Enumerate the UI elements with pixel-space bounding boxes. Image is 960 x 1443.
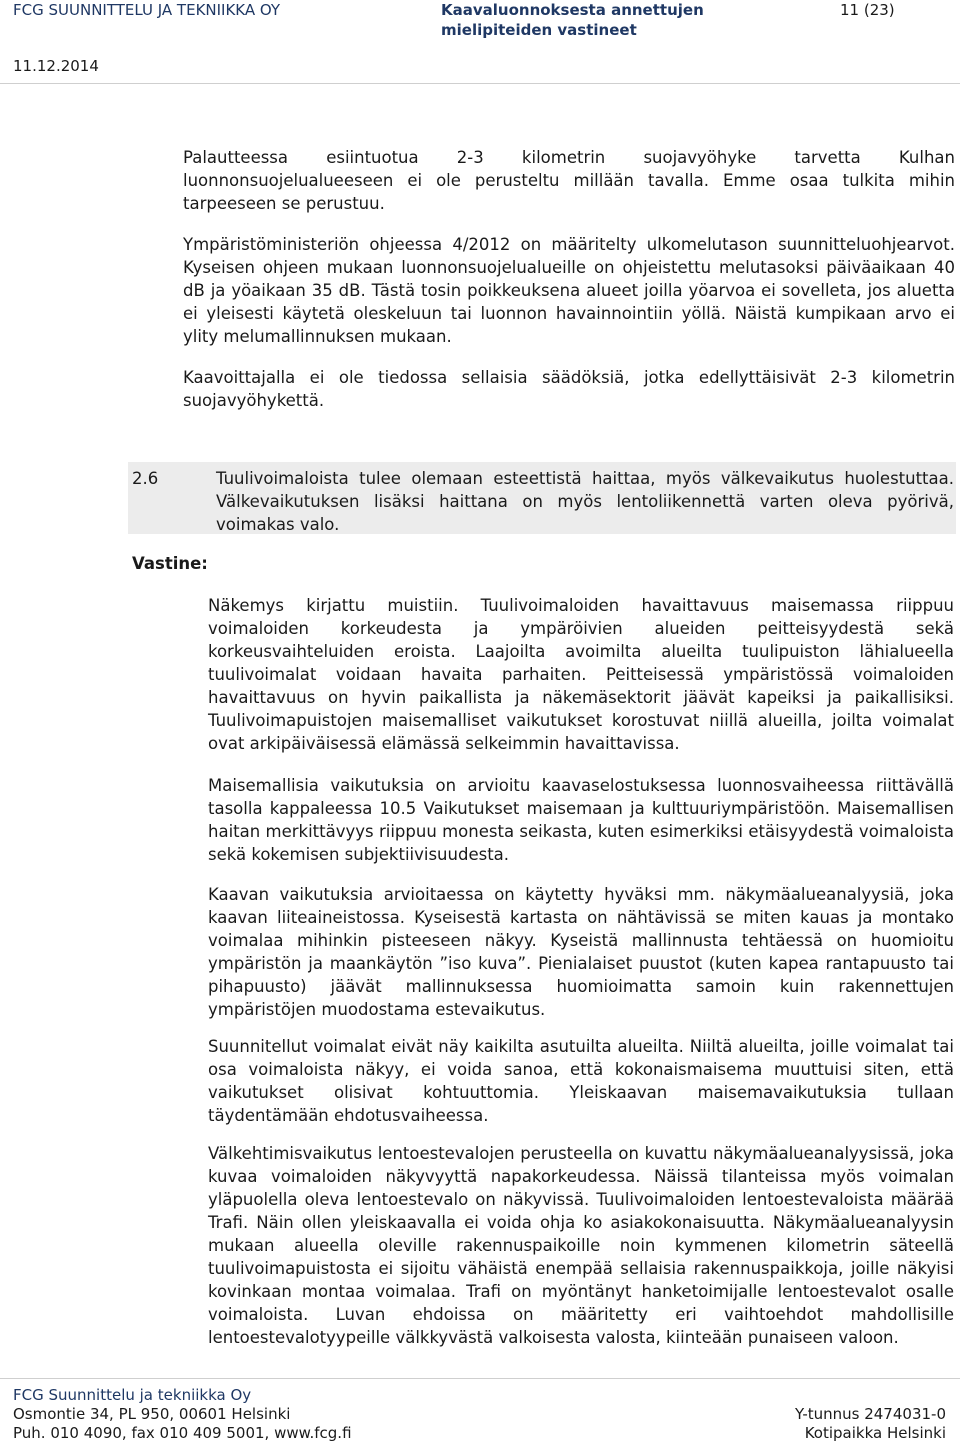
header-title-line1: Kaavaluonnoksesta annettujen	[441, 1, 704, 19]
vastine-paragraph-lentoestevalot: Välkehtimisvaikutus lentoestevalojen perusteella on kuvattu näkymäalueanalyysissä, joka kuvaa voimaloiden näkyvyyttä napakorkeudessa. Näissä tilanteissa myös voimalan yläpuolella oleva lentoestevalo on näkyvissä. Tuulivoimaloiden lentoestevaloista määrää Trafi. Näin ollen yleiskaavalla ei voida ohja ko asiakokonaisuutta. Näkymäalueanalyysin mukaan alueella oleville rakennuspaikoille noin kymmenen kilometrin säteellä tuulivoimapuistosta ei sijoitu vähäistä enempää sellaisia rakennuspaikkoja, joille näkyisi kovinkaan montaa voimalaa. Trafi on myöntänyt hanketoimijalle lentoestevalot osalle voimaloista. Luvan ehdoissa on määritetty eri vaihtoehdot mahdollisille lentoestevalotyypeille välkkyvästä valkoisesta valosta, kiinteään punaiseen valoon.	[208, 1144, 954, 1347]
vastine-paragraph-asutus: Suunnitellut voimalat eivät näy kaikilta asutuilta alueilta. Niiltä alueilta, joille voimalat tai osa voimaloista näkyy, ei voida sanoa, että kokonaismaisema muuttuisi siten, että vaikutukset olisivat kohtuuttomia. Yleiskaavan maisemavaikutuksia tullaan täydentämään ehdotusvaiheessa.	[208, 1037, 954, 1125]
footer-divider	[0, 1378, 960, 1379]
vastine-paragraph-havaittavuus: Näkemys kirjattu muistiin. Tuulivoimaloiden havaittavuus maisemassa riippuu voimaloiden korkeudesta ja ympäröivien alueiden peitteisyydestä sekä korkeusvaihteluiden eroista. Laajoilta avoimilta alueilta tuulipuiston lähialueella tuulivoimalat voidaan havaita parhaiten. Peitteisessä ympäristössä voimaloiden havaittavuus on hyvin paikallista ja näkemäsektorit jäävät kapeiksi ja paikallisiksi. Tuulivoimapuistojen maisemalliset vaikutukset korostuvat niillä alueilla, joilta voimalat ovat arkipäiväisessä elämässä selkeimmin havaittavissa.	[208, 596, 954, 753]
paragraph-suojavyohyke: Palautteessa esiintuotua 2-3 kilometrin suojavyöhyke tarvetta Kulhan luonnonsuojelualueeseen ei ole perusteltu millään tavalla. Emme osaa tulkita mihin tarpeeseen se perustuu.	[183, 148, 955, 213]
header-title-line2: mielipiteiden vastineet	[441, 21, 637, 39]
vastine-label: Vastine:	[132, 554, 208, 573]
vastine-paragraph-maisema: Maisemallisia vaikutuksia on arvioitu kaavaselostuksessa luonnosvaiheessa riittävällä tasolla kappaleessa 10.5 Vaikutukset maisemaan ja kulttuuriympäristöön. Maisemallisen haitan merkittävyys riippuu monesta seikasta, kuten esimerkiksi etäisyydestä voimaloista sekä kokemisen subjektiivisuudesta.	[208, 776, 954, 864]
footer-business-id: Y-tunnus 2474031-0	[794, 1405, 946, 1423]
footer-company: FCG Suunnittelu ja tekniikka Oy	[13, 1386, 252, 1404]
header-divider	[0, 83, 960, 84]
vastine-paragraph-nakymaalue: Kaavan vaikutuksia arvioitaessa on käytetty hyväksi mm. näkymäalueanalyysiä, joka kaavan liiteaineistossa. Kyseisestä kartasta on nähtävissä se miten kauas ja montako voimalaa mihinkin pisteeseen näkyy. Kyseistä mallinnusta tehtäessä on huomioitu ympäristön ja maankäytön ”iso kuva”. Pienialaiset puustot (kuten kapea rantapuusto tai pihapuusto) jäävät mallinnuksessa huomioimatta samoin kuin rakennettujen ympäristöjen muodostama estevaikutus.	[208, 885, 954, 1019]
section-feedback-text: Tuulivoimaloista tulee olemaan esteettistä haittaa, myös välkevaikutus huolestuttaa. Välkevaikutuksen lisäksi haittana on myös lentoliikennettä varten oleva pyörivä, voimakas valo.	[216, 469, 954, 534]
footer-contact: Puh. 010 4090, fax 010 409 5001, www.fcg.fi	[13, 1424, 352, 1442]
header-page-number: 11 (23)	[840, 1, 895, 19]
header-company: FCG SUUNNITTELU JA TEKNIIKKA OY	[13, 1, 281, 19]
section-number: 2.6	[132, 469, 159, 488]
paragraph-melutaso: Ympäristöministeriön ohjeessa 4/2012 on määritelty ulkomelutason suunnitteluohjearvot. Kyseisen ohjeen mukaan luonnonsuojelualueille on ohjeistettu melutasoksi päiväaikaan 40 dB ja yöaikaan 35 dB. Tästä tosin poikkeuksena alueet joilla yöarvoa ei sovelleta, jos aluetta ei yleisesti käytetä oleskeluun tai luonnon havainnointiin yöllä. Näistä kumpikaan arvo ei ylity melumallinnuksen mukaan.	[183, 235, 955, 346]
footer-domicile: Kotipaikka Helsinki	[804, 1424, 946, 1442]
paragraph-saadokset: Kaavoittajalla ei ole tiedossa sellaisia säädöksiä, jotka edellyttäisivät 2-3 kilometrin suojavyöhykettä.	[183, 368, 955, 410]
header-date: 11.12.2014	[13, 57, 99, 75]
footer-address: Osmontie 34, PL 950, 00601 Helsinki	[13, 1405, 291, 1423]
